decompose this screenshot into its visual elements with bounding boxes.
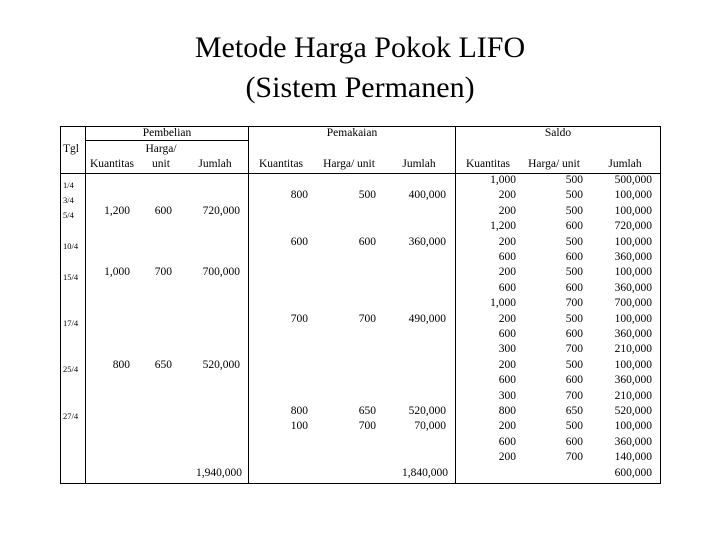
saldo-harga-cell: 500	[565, 174, 583, 186]
saldo-kuantitas-cell: 200	[498, 420, 516, 433]
saldo-kuantitas-cell: 600	[498, 374, 516, 387]
saldo-jumlah-cell: 520,000	[614, 405, 652, 417]
saldo-kuantitas-cell: 300	[498, 343, 516, 356]
table-left-border	[60, 126, 61, 484]
pemakaian-jumlah-cell: 360,000	[408, 235, 446, 248]
saldo-jumlah-cell: 600,000	[614, 466, 652, 479]
saldo-harga-cell: 500	[565, 235, 583, 248]
table-bottom-border	[60, 483, 660, 484]
header-pemakaian-kuantitas: Kuantitas	[258, 158, 304, 170]
date-cell: 1/4	[63, 179, 74, 190]
saldo-jumlah-cell: 720,000	[614, 220, 652, 233]
header-saldo: Saldo	[544, 127, 572, 139]
pemakaian-jumlah-cell: 400,000	[408, 189, 446, 202]
saldo-harga-cell: 500	[565, 312, 583, 325]
saldo-harga-cell: 500	[565, 358, 583, 371]
page-subtitle: (Sistem Permanen)	[245, 71, 475, 104]
pembelian-harga-cell: 600	[154, 204, 172, 217]
header-pembelian-jumlah: Jumlah	[198, 158, 232, 170]
saldo-kuantitas-cell: 600	[498, 328, 516, 340]
pemakaian-harga-cell: 500	[358, 189, 376, 202]
saldo-jumlah-cell: 100,000	[614, 266, 652, 279]
saldo-jumlah-cell: 100,000	[614, 204, 652, 217]
col-divider-pemakaian	[248, 126, 249, 484]
saldo-jumlah-cell: 360,000	[614, 374, 652, 387]
saldo-kuantitas-cell: 1,000	[490, 297, 516, 310]
saldo-harga-cell: 500	[565, 204, 583, 217]
saldo-jumlah-cell: 500,000	[614, 174, 652, 186]
page-title: Metode Harga Pokok LIFO	[194, 31, 526, 64]
header-pemakaian-jumlah: Jumlah	[402, 158, 436, 170]
saldo-jumlah-cell: 100,000	[614, 358, 652, 371]
saldo-jumlah-cell: 140,000	[614, 451, 652, 464]
pemakaian-kuantitas-cell: 600	[290, 235, 308, 248]
saldo-jumlah-cell: 210,000	[614, 343, 652, 356]
saldo-harga-cell: 700	[565, 297, 583, 310]
date-cell: 27/4	[63, 410, 79, 421]
date-cell: 10/4	[63, 241, 79, 252]
saldo-harga-cell: 600	[565, 220, 583, 233]
pembelian-jumlah-cell: 720,000	[202, 204, 240, 217]
saldo-jumlah-cell: 100,000	[614, 312, 652, 325]
pemakaian-harga-cell: 700	[358, 420, 376, 433]
saldo-harga-cell: 600	[565, 281, 583, 294]
saldo-kuantitas-cell: 200	[498, 204, 516, 217]
saldo-jumlah-cell: 360,000	[614, 435, 652, 448]
saldo-kuantitas-cell: 200	[498, 358, 516, 371]
pemakaian-harga-cell: 650	[358, 405, 376, 417]
saldo-jumlah-cell: 210,000	[614, 389, 652, 402]
saldo-jumlah-cell: 360,000	[614, 328, 652, 340]
pembelian-harga-cell: 650	[154, 358, 172, 371]
saldo-harga-cell: 600	[565, 251, 583, 263]
date-cell: 17/4	[63, 318, 79, 329]
saldo-harga-cell: 600	[565, 435, 583, 448]
pembelian-harga-cell: 700	[154, 266, 172, 279]
saldo-kuantitas-cell: 200	[498, 451, 516, 464]
saldo-harga-cell: 700	[565, 451, 583, 464]
saldo-kuantitas-cell: 200	[498, 189, 516, 202]
saldo-jumlah-cell: 360,000	[614, 281, 652, 294]
pemakaian-total-cell: 1,840,000	[402, 466, 448, 479]
saldo-harga-cell: 650	[565, 405, 583, 417]
header-pembelian-kuantitas: Kuantitas	[89, 158, 135, 170]
saldo-kuantitas-cell: 300	[498, 389, 516, 402]
saldo-kuantitas-cell: 800	[498, 405, 516, 417]
pemakaian-kuantitas-cell: 700	[290, 312, 308, 325]
saldo-harga-cell: 600	[565, 374, 583, 387]
pemakaian-kuantitas-cell: 100	[290, 420, 308, 433]
pemakaian-jumlah-cell: 520,000	[408, 405, 446, 417]
saldo-kuantitas-cell: 1,200	[490, 220, 516, 233]
pemakaian-harga-cell: 600	[358, 235, 376, 248]
pemakaian-kuantitas-cell: 800	[290, 405, 308, 417]
saldo-kuantitas-cell: 200	[498, 266, 516, 279]
saldo-kuantitas-cell: 200	[498, 312, 516, 325]
header-saldo-kuantitas: Kuantitas	[465, 158, 511, 170]
saldo-kuantitas-cell: 600	[498, 251, 516, 263]
saldo-jumlah-cell: 100,000	[614, 420, 652, 433]
date-cell: 25/4	[63, 364, 79, 375]
saldo-harga-cell: 500	[565, 420, 583, 433]
header-tgl: Tgl	[63, 143, 79, 155]
pemakaian-kuantitas-cell: 800	[290, 189, 308, 202]
pembelian-kuantitas-cell: 1,200	[104, 204, 130, 217]
table-right-border	[660, 126, 661, 484]
col-divider-saldo	[455, 126, 456, 484]
saldo-jumlah-cell: 100,000	[614, 235, 652, 248]
pembelian-jumlah-cell: 520,000	[202, 358, 240, 371]
pemakaian-harga-cell: 700	[358, 312, 376, 325]
header-pemakaian-harga: Harga/ unit	[323, 158, 375, 170]
header-pembelian-unit: unit	[152, 158, 170, 170]
saldo-harga-cell: 700	[565, 389, 583, 402]
pembelian-total-cell: 1,940,000	[196, 466, 242, 479]
header-pembelian-harga-top: Harga/	[145, 143, 177, 155]
saldo-harga-cell: 600	[565, 328, 583, 340]
pemakaian-jumlah-cell: 490,000	[408, 312, 446, 325]
date-cell: 3/4	[63, 195, 74, 206]
date-cell: 5/4	[63, 210, 74, 221]
saldo-jumlah-cell: 360,000	[614, 251, 652, 263]
saldo-jumlah-cell: 100,000	[614, 189, 652, 202]
pembelian-kuantitas-cell: 800	[112, 358, 130, 371]
saldo-kuantitas-cell: 600	[498, 435, 516, 448]
header-pemakaian: Pemakaian	[326, 127, 378, 139]
pembelian-kuantitas-cell: 1,000	[104, 266, 130, 279]
pembelian-jumlah-cell: 700,000	[202, 266, 240, 279]
saldo-kuantitas-cell: 1,000	[490, 174, 516, 186]
saldo-kuantitas-cell: 200	[498, 235, 516, 248]
saldo-harga-cell: 500	[565, 189, 583, 202]
header-saldo-harga: Harga/ unit	[528, 158, 580, 170]
saldo-harga-cell: 500	[565, 266, 583, 279]
saldo-jumlah-cell: 700,000	[614, 297, 652, 310]
header-pembelian: Pembelian	[142, 127, 192, 139]
date-cell: 15/4	[63, 272, 79, 283]
header-saldo-jumlah: Jumlah	[608, 158, 642, 170]
pemakaian-jumlah-cell: 70,000	[414, 420, 446, 433]
saldo-kuantitas-cell: 600	[498, 281, 516, 294]
col-divider-pembelian	[85, 126, 86, 484]
saldo-harga-cell: 700	[565, 343, 583, 356]
